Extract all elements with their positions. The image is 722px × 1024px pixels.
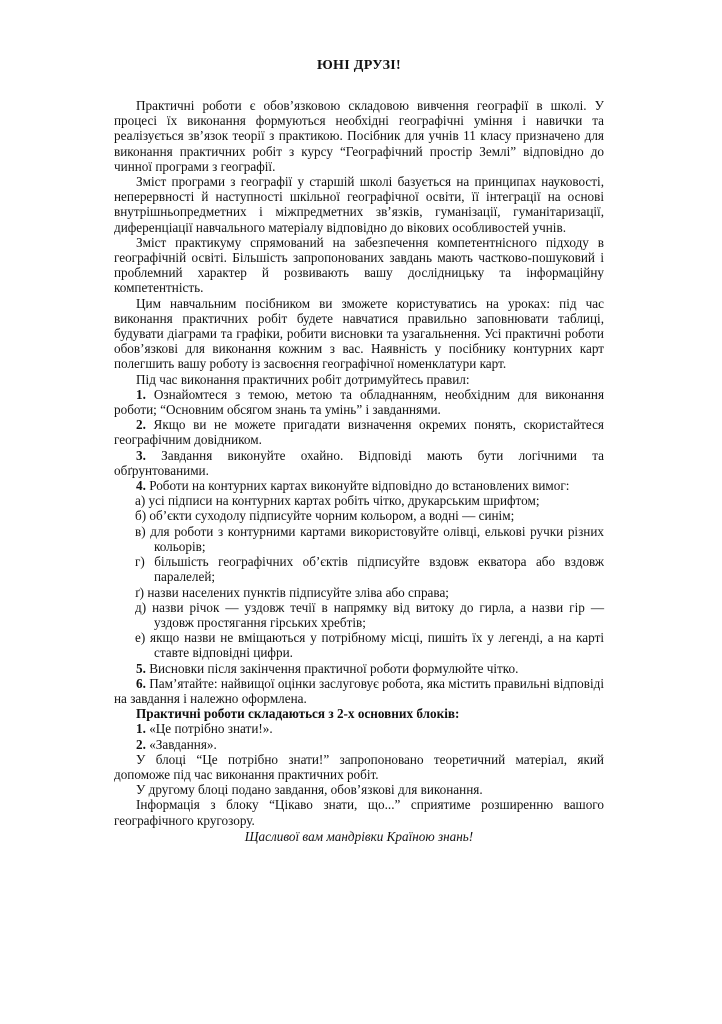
subrule-letter: б) — [135, 508, 147, 524]
rule-item — [114, 387, 604, 417]
subrule-letter: д) — [135, 599, 147, 615]
block-text: «Це потрібно знати!». — [149, 721, 273, 737]
rule-number: 6. — [136, 675, 146, 691]
subrule-text: об’єкти суходолу підписуйте чорним кольором, а водні — синім; — [149, 508, 515, 524]
blocks-heading: Практичні роботи складаються з 2-х основних блоків: — [136, 706, 460, 722]
subrule-letter: ґ) — [135, 584, 145, 600]
rule-text: Висновки після закінчення практичної роботи формулюйте чітко. — [149, 660, 519, 676]
subrule-item — [114, 493, 604, 508]
subrule-letter: е) — [135, 630, 146, 646]
rule-text: Завдання виконуйте охайно. Відповіді мають бути логічними та обґрунтованими. — [114, 447, 605, 478]
rule-text: Ознайомтеся з темою, метою та обладнанням, необхідним для виконання роботи; “Основним обсягом знань та умінь” і завданнями. — [114, 386, 605, 418]
rule-item — [114, 448, 604, 478]
rule-text: Роботи на контурних картах виконуйте відповідно до встановлених вимог: — [149, 478, 570, 494]
subrule-item — [114, 554, 604, 584]
paragraph: Практичні роботи є обов’язковою складовою вивчення географії в школі. У процесі їх виконання формуються необхідні географічні уміння і навички та реалізується зв’язок теорії з практикою. Посібник для учнів 11 класу призначено для виконання практичних робіт з курсу “Географічний простір Землі” відповідно до чинної програми з географії. — [114, 98, 604, 174]
paragraph: Зміст практикуму спрямований на забезпечення компетентнісного підходу в географічній освіті. Більшість запропонованих завдань мають частково-пошуковий і проблемний характер й розвивають вашу дослідницьку та інформаційну компетентність. — [114, 234, 604, 296]
rule-number: 5. — [136, 660, 146, 676]
rule-number: 1. — [136, 386, 146, 402]
page-title: ЮНІ ДРУЗІ! — [316, 58, 402, 73]
subrule-text: більшість географічних об’єктів підписуйте вздовж екватора або вздовж паралелей; — [154, 554, 604, 585]
rule-number: 3. — [136, 447, 146, 463]
rule-item — [114, 661, 604, 676]
subrule-letter: г) — [135, 554, 145, 570]
subrule-letter: в) — [135, 523, 146, 539]
block-text: «Завдання». — [149, 736, 217, 752]
subrule-item — [114, 630, 604, 660]
rule-item — [114, 676, 604, 706]
subrule-text: якщо назви не вміщаються у потрібному місці, пишіть їх у легенді, а на карті ставте відповідні цифри. — [150, 630, 604, 661]
paragraph: Цим навчальним посібником ви зможете користуватись на уроках: під час виконання практичних робіт будете навчатися правильно заповнювати таблиці, будувати діаграми та графіки, робити висновки та узагальнення. Усі практичні роботи обов’язкові для виконання кожним з вас. Наявність у посібнику контурних карт полегшить вашу роботу із засвоєння географічної номенклатури карт. — [114, 295, 604, 372]
rule-number: 4. — [136, 478, 146, 494]
subrule-text: назви населених пунктів підписуйте зліва або справа; — [147, 584, 449, 600]
paragraph: Під час виконання практичних робіт дотримуйтесь правил: — [136, 371, 470, 387]
subrule-text: усі підписи на контурних картах робіть чітко, друкарським шрифтом; — [148, 493, 540, 509]
rule-number: 2. — [136, 417, 146, 433]
subrule-item — [114, 508, 604, 523]
block-item — [114, 737, 604, 752]
paragraph: Зміст програми з географії у старшій школі базується на принципах науковості, неперервності й наступності шкільної географічної освіти, її інтеграції на основі внутрішньопредметних і міжпредметних зв’язків, гуманізації, гуманітаризації, диференціації навчального матеріалу відповідно до вікових особливостей учнів. — [114, 174, 604, 235]
subrule-item — [114, 585, 604, 600]
subrule-item — [114, 524, 604, 554]
subrule-text: для роботи з контурними картами використовуйте олівці, елькові ручки різних кольорів; — [150, 523, 605, 554]
rule-item — [114, 417, 604, 447]
block-item — [114, 721, 604, 736]
subrule-item — [114, 600, 604, 630]
paragraph: Інформація з блоку “Цікаво знати, що...” сприятиме розширенню вашого географічного кругозору. — [114, 797, 604, 828]
block-number: 1. — [136, 721, 146, 737]
rule-text: Якщо ви не можете пригадати визначення окремих понять, скористайтеся географічним довідником. — [114, 417, 604, 448]
rule-item — [114, 478, 604, 493]
block-number: 2. — [136, 736, 146, 752]
closing-wish: Щасливої вам мандрівки Країною знань! — [244, 828, 474, 844]
subrule-text: назви річок — уздовж течії в напрямку від витоку до гирла, а назви гір — уздовж простягання гірських хребтів; — [152, 599, 605, 630]
paragraph: У блоці “Це потрібно знати!” запропоновано теоретичний матеріал, який допоможе під час виконання практичних робіт. — [114, 751, 604, 782]
rule-text: Пам’ятайте: найвищої оцінки заслуговує робота, яка містить правильні відповіді на завдання і належно оформлена. — [114, 675, 605, 706]
paragraph: У другому блоці подано завдання, обов’язкові для виконання. — [136, 782, 483, 798]
subrule-letter: а) — [135, 493, 146, 509]
